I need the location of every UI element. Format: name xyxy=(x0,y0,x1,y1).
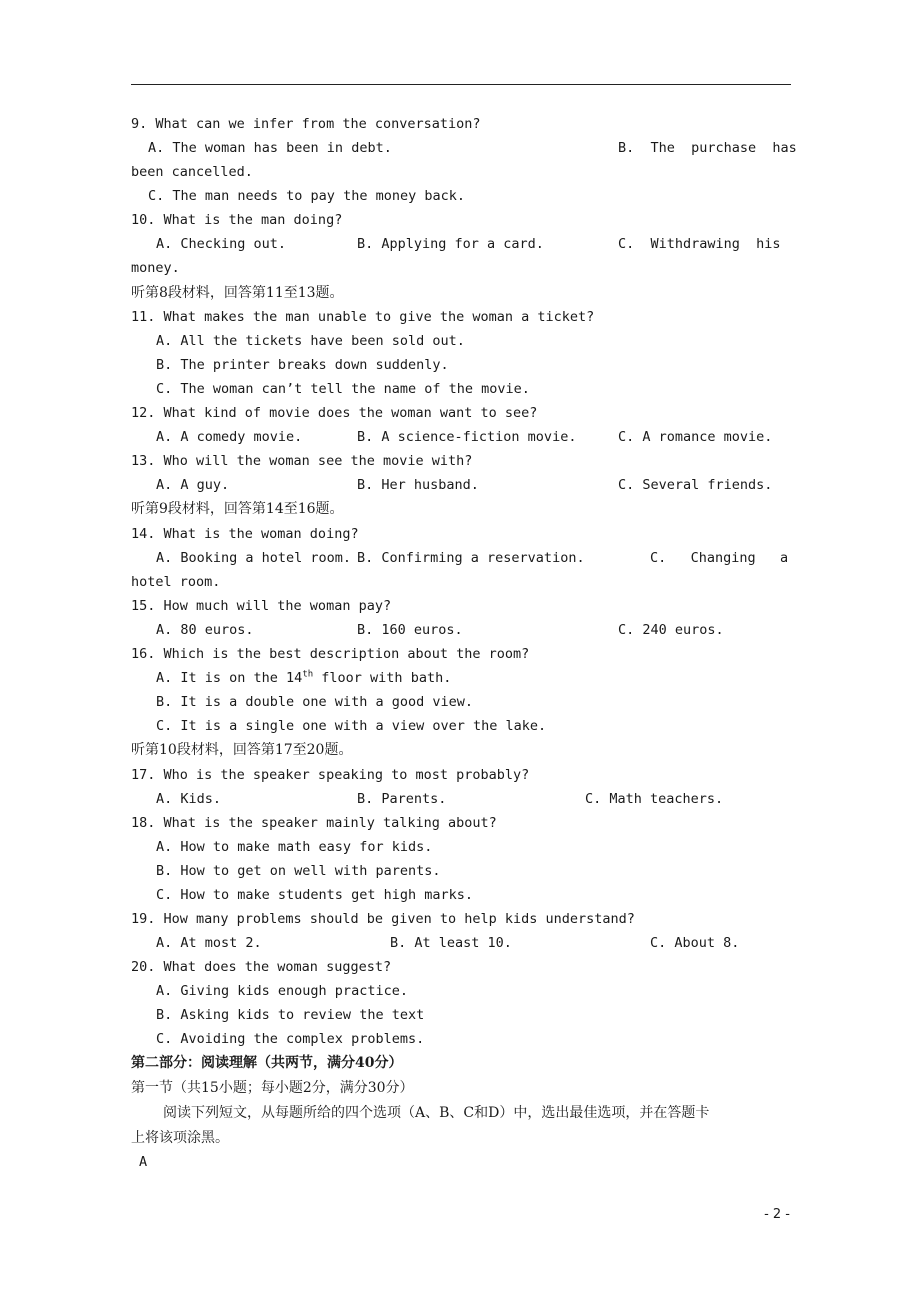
question-18-option-a: A. How to make math easy for kids. xyxy=(156,839,433,855)
instruction-line-1: 阅读下列短文，从每题所给的四个选项（A、B、C和D）中，选出最佳选项，并在答题卡 xyxy=(163,1105,710,1121)
question-14-stem: 14. What is the woman doing? xyxy=(131,526,359,542)
question-19-stem: 19. How many problems should be given to help kids understand? xyxy=(131,911,635,927)
question-16-stem: 16. Which is the best description about the room? xyxy=(131,646,530,662)
question-14-option-a: A. Booking a hotel room. xyxy=(156,550,352,566)
question-9-option-b: B. The purchase has xyxy=(618,140,797,156)
question-16-option-a xyxy=(156,668,451,688)
question-9-option-c: C. The man needs to pay the money back. xyxy=(148,188,465,204)
question-9-stem: 9. What can we infer from the conversation? xyxy=(131,116,481,132)
question-12-option-b: B. A science-fiction movie. xyxy=(357,429,577,445)
question-16-option-c: C. It is a single one with a view over the lake. xyxy=(156,718,547,734)
question-15-option-b: B. 160 euros. xyxy=(357,622,463,638)
question-17-option-b: B. Parents. xyxy=(357,791,447,807)
passage-label: A xyxy=(139,1154,148,1170)
question-14-option-c-cont: hotel room. xyxy=(131,574,221,590)
question-16-option-b: B. It is a double one with a good view. xyxy=(156,694,473,710)
question-11-option-a: A. All the tickets have been sold out. xyxy=(156,333,465,349)
question-13-option-b: B. Her husband. xyxy=(357,477,479,493)
question-19-option-c: C. About 8. xyxy=(650,935,740,951)
question-11-stem: 11. What makes the man unable to give the woman a ticket? xyxy=(131,309,595,325)
question-19-option-b: B. At least 10. xyxy=(390,935,512,951)
question-14-option-b: B. Confirming a reservation. xyxy=(357,550,585,566)
question-15-option-c: C. 240 euros. xyxy=(618,622,724,638)
question-12-option-c: C. A romance movie. xyxy=(618,429,773,445)
question-14-option-c: C. Changing a xyxy=(650,550,789,566)
question-10-stem: 10. What is the man doing? xyxy=(131,212,343,228)
page-number: - 2 - xyxy=(764,1207,790,1222)
question-20-option-b: B. Asking kids to review the text xyxy=(156,1007,425,1023)
question-10-option-c-cont: money. xyxy=(131,260,180,276)
question-15-option-a: A. 80 euros. xyxy=(156,622,254,638)
instruction-line-2: 上将该项涂黑。 xyxy=(131,1130,229,1146)
header-rule xyxy=(131,84,791,85)
question-11-option-b: B. The printer breaks down suddenly. xyxy=(156,357,449,373)
question-16-option-a-text: A. It is on the 14 xyxy=(156,670,303,686)
question-12-stem: 12. What kind of movie does the woman want to see? xyxy=(131,405,538,421)
question-20-stem: 20. What does the woman suggest? xyxy=(131,959,392,975)
section-10-heading: 听第10段材料，回答第17至20题。 xyxy=(131,742,353,758)
question-20-option-a: A. Giving kids enough practice. xyxy=(156,983,408,999)
question-17-option-c: C. Math teachers. xyxy=(585,791,724,807)
question-10-option-b: B. Applying for a card. xyxy=(357,236,544,252)
question-19-option-a: A. At most 2. xyxy=(156,935,262,951)
question-17-stem: 17. Who is the speaker speaking to most probably? xyxy=(131,767,530,783)
question-18-option-b: B. How to get on well with parents. xyxy=(156,863,441,879)
question-16-option-a-rest: floor with bath. xyxy=(313,670,452,686)
question-18-stem: 18. What is the speaker mainly talking about? xyxy=(131,815,497,831)
section-8-heading: 听第8段材料，回答第11至13题。 xyxy=(131,285,344,301)
question-11-option-c: C. The woman can’t tell the name of the movie. xyxy=(156,381,530,397)
question-17-option-a: A. Kids. xyxy=(156,791,222,807)
question-13-stem: 13. Who will the woman see the movie with? xyxy=(131,453,473,469)
question-20-option-c: C. Avoiding the complex problems. xyxy=(156,1031,425,1047)
section-1-heading: 第一节（共15小题；每小题2分，满分30分） xyxy=(131,1080,414,1096)
section-9-heading: 听第9段材料，回答第14至16题。 xyxy=(131,501,344,517)
question-15-stem: 15. How much will the woman pay? xyxy=(131,598,392,614)
question-10-option-c: C. Withdrawing his xyxy=(618,236,781,252)
question-13-option-c: C. Several friends. xyxy=(618,477,773,493)
question-13-option-a: A. A guy. xyxy=(156,477,230,493)
question-9-option-b-cont: been cancelled. xyxy=(131,164,253,180)
part-2-heading: 第二部分：阅读理解（共两节，满分40分） xyxy=(131,1055,403,1071)
question-12-option-a: A. A comedy movie. xyxy=(156,429,303,445)
question-9-option-a: A. The woman has been in debt. xyxy=(148,140,392,156)
question-18-option-c: C. How to make students get high marks. xyxy=(156,887,473,903)
ordinal-suffix: th xyxy=(302,669,314,680)
question-10-option-a: A. Checking out. xyxy=(156,236,287,252)
